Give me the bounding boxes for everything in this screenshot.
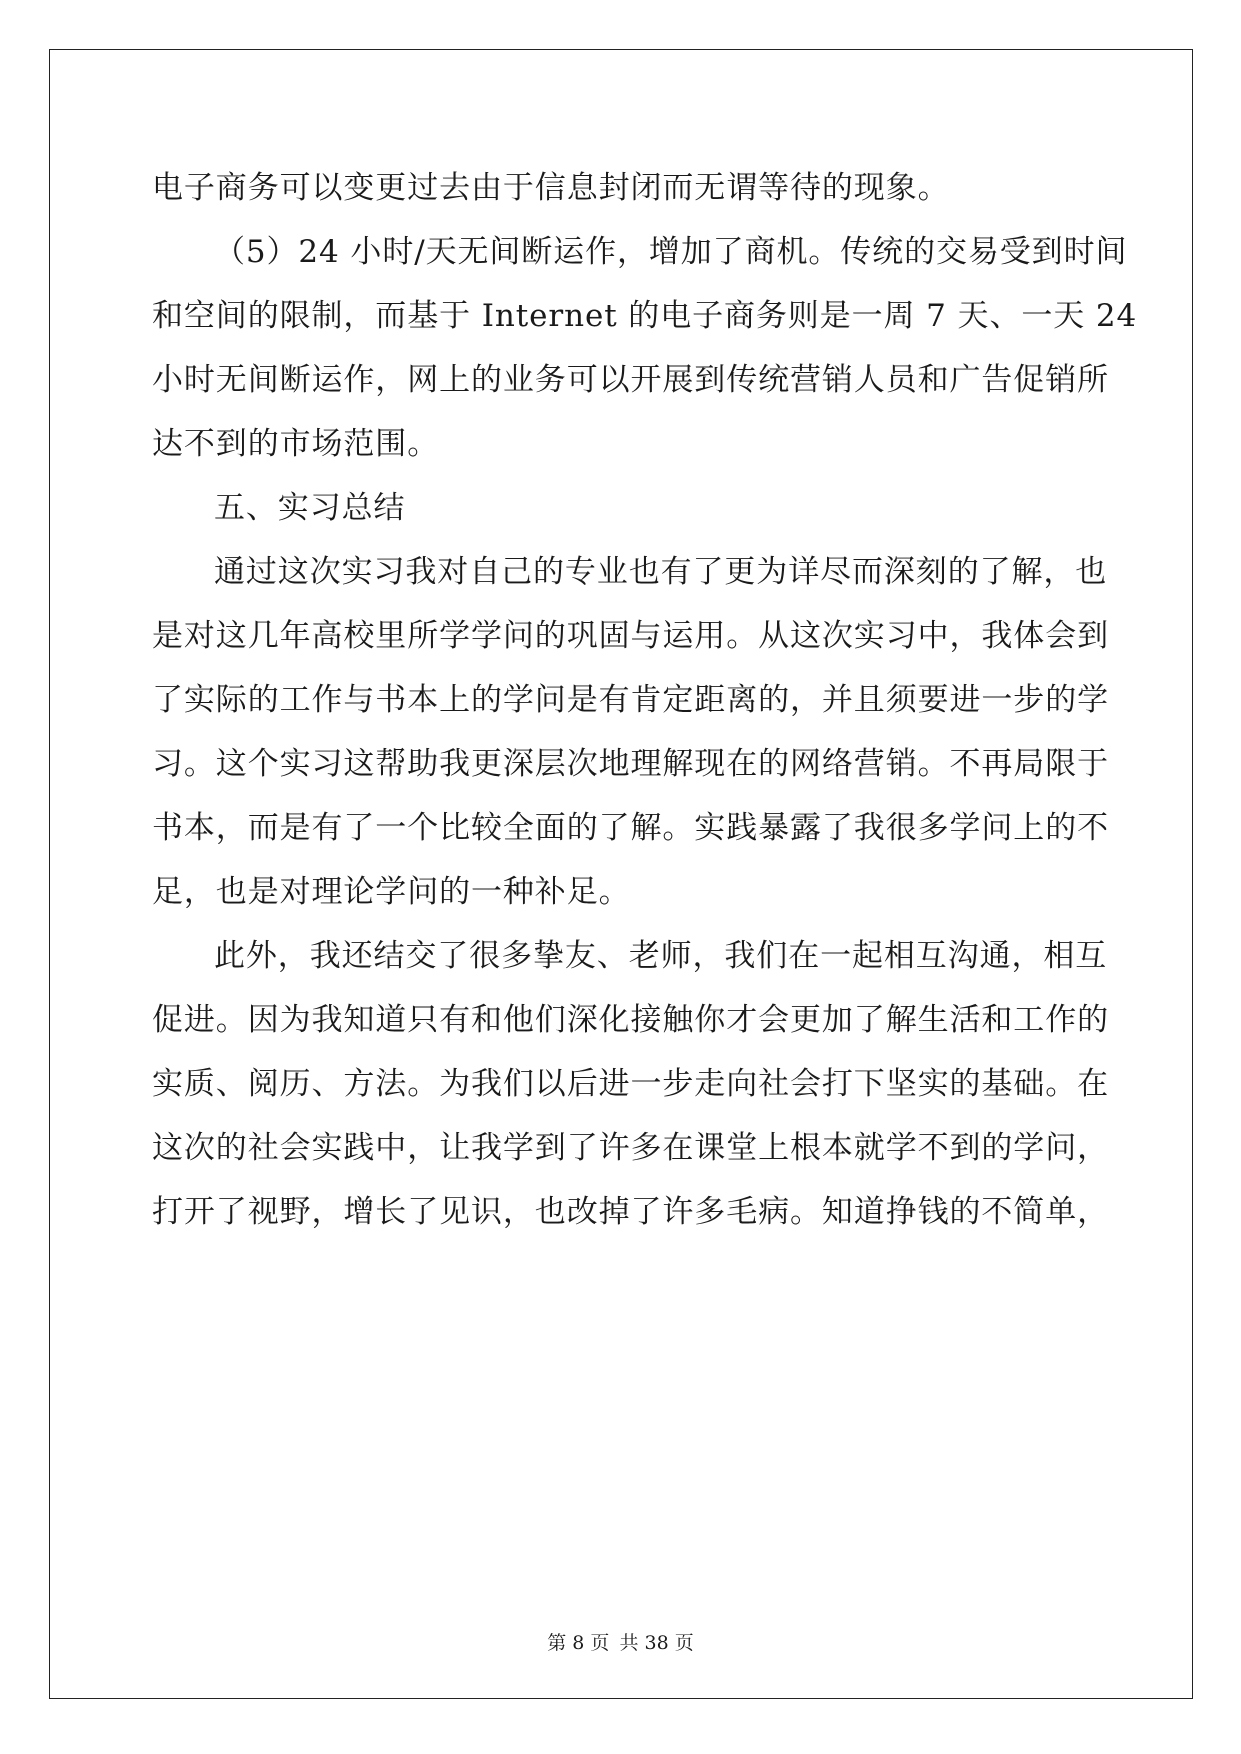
text-line: 小时无间断运作，网上的业务可以开展到传统营销人员和广告促销所 (152, 362, 1109, 398)
text-line: 此外，我还结交了很多挚友、老师，我们在一起相互沟通，相互 (214, 938, 1108, 974)
text-line: 促进。因为我知道只有和他们深化接触你才会更加了解生活和工作的 (152, 1002, 1109, 1038)
text-line: 是对这几年高校里所学学问的巩固与运用。从这次实习中，我体会到 (152, 618, 1109, 654)
text-line: 这次的社会实践中，让我学到了许多在课堂上根本就学不到的学问， (152, 1130, 1109, 1166)
page-footer (0, 1628, 1241, 1655)
text-line: 电子商务可以变更过去由于信息封闭而无谓等待的现象。 (152, 170, 950, 206)
text-line: 打开了视野，增长了见识，也改掉了许多毛病。知道挣钱的不简单， (152, 1194, 1109, 1230)
text-line: 习。这个实习这帮助我更深层次地理解现在的网络营销。不再局限于 (152, 746, 1109, 782)
text-line: 足，也是对理论学问的一种补足。 (152, 874, 631, 910)
text-line: 通过这次实习我对自己的专业也有了更为详尽而深刻的了解，也 (214, 554, 1108, 590)
page-total: 共 38 页 (619, 1632, 694, 1654)
page-number: 第 8 页 (547, 1632, 610, 1654)
text-line: （5）24 小时/天无间断运作，增加了商机。传统的交易受到时间 (214, 234, 1128, 270)
section-heading: 五、实习总结 (214, 490, 406, 526)
text-line: 达不到的市场范围。 (152, 426, 440, 462)
document-body (152, 156, 1138, 1244)
text-line: 了实际的工作与书本上的学问是有肯定距离的，并且须要进一步的学 (152, 682, 1109, 718)
text-line: 实质、阅历、方法。为我们以后进一步走向社会打下坚实的基础。在 (152, 1066, 1109, 1102)
text-line: 书本，而是有了一个比较全面的了解。实践暴露了我很多学问上的不 (152, 810, 1109, 846)
text-line: 和空间的限制，而基于 Internet 的电子商务则是一周 7 天、一天 24 (152, 298, 1138, 334)
